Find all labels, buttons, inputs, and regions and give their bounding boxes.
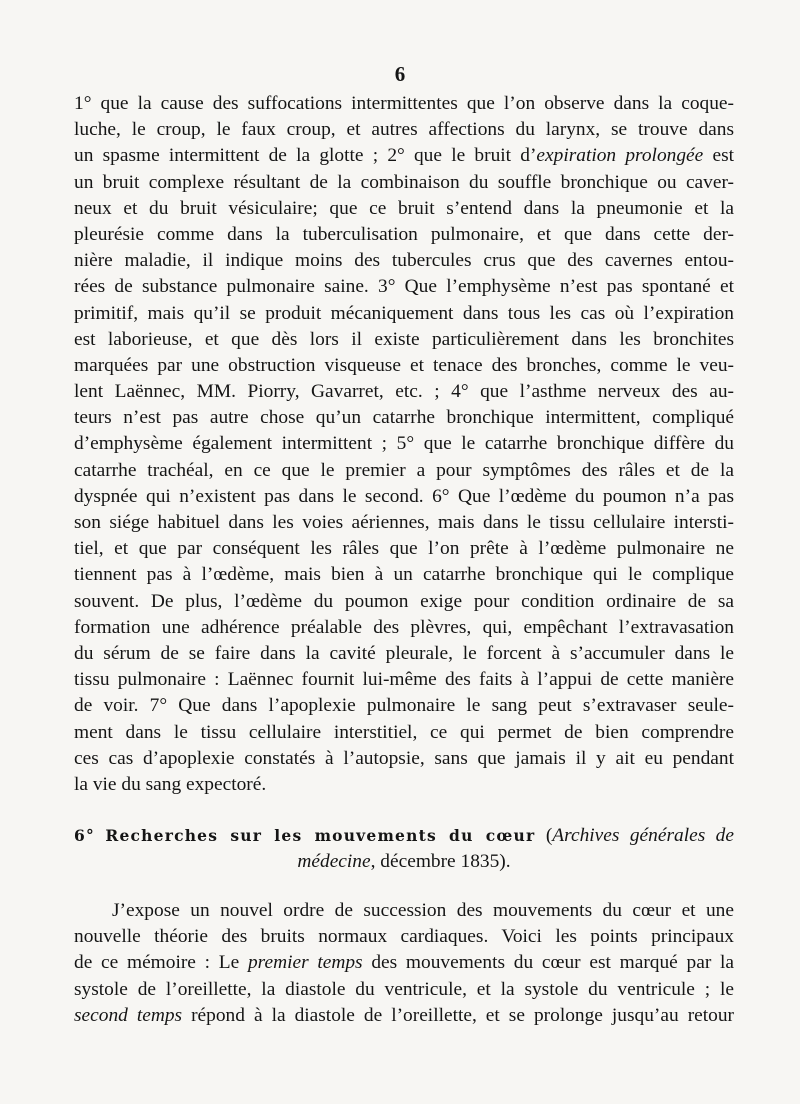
citation-journal-cont: médecine <box>297 851 371 873</box>
paragraph-heart-movements <box>74 898 734 1029</box>
citation-journal: Archives générales de <box>552 825 734 846</box>
italic-term-premier-temps: premier temps <box>247 952 363 974</box>
text-line: luche, le croup, le faux croup, et autres affections du larynx, se trouve dans <box>74 119 734 141</box>
text-line: formation une adhérence préalable des plèvres, qui, empêchant l’extravasation <box>74 616 734 638</box>
paragraph-findings <box>74 91 734 798</box>
section-heading <box>74 823 734 875</box>
citation-open: ( <box>545 825 553 846</box>
text-line: tiel, et que par conséquent les râles que l’on prête à l’œdème pulmonaire ne <box>74 538 734 560</box>
text-line: nouvelle théorie des bruits normaux cardiaques. Voici les points principaux <box>74 926 734 948</box>
text-line: d’emphysème également intermittent ; 5° que le catarrhe bronchique diffère du <box>74 433 734 455</box>
text-line: nière maladie, il indique moins des tubercules crus que des cavernes entou- <box>74 250 734 272</box>
page-number: 6 <box>394 62 406 86</box>
text-line <box>74 143 734 169</box>
text-line: est laborieuse, et que dès lors il existe particulièrement dans les bronchites <box>74 328 734 350</box>
heading-line <box>74 823 734 849</box>
text-line: J’expose un nouvel ordre de succession des mouvements du cœur et une <box>112 900 734 921</box>
text-line: 1° que la cause des suffocations intermittentes que l’on observe dans la coque- <box>74 93 734 114</box>
section-title: Recherches sur les mouvements du cœur <box>105 826 536 845</box>
text-line: ment dans le tissu cellulaire interstitiel, ce qui permet de bien comprendre <box>74 721 734 743</box>
text-line <box>74 950 734 976</box>
text-line: rées de substance pulmonaire saine. 3° Que l’emphysème n’est pas spontané et <box>74 276 734 298</box>
text-line: catarrhe trachéal, en ce que le premier a pour symptômes des râles et de la <box>74 459 734 481</box>
heading-line <box>74 849 734 875</box>
text-line: lent Laënnec, MM. Piorry, Gavarret, etc. ; 4° que l’asthme nerveux des au- <box>74 381 734 403</box>
text-line: pleurésie comme dans la tuberculisation pulmonaire, et que dans cette der- <box>74 223 734 245</box>
text-line: de voir. 7° Que dans l’apoplexie pulmonaire le sang peut s’extravaser seule- <box>74 695 734 717</box>
text-line: dyspnée qui n’existent pas dans le second. 6° Que l’œdème du poumon n’a pas <box>74 485 734 507</box>
text-run: des mouvements du cœur est marqué par la <box>362 952 735 974</box>
text-line <box>74 1003 734 1029</box>
text-line: son siége habituel dans les voies aériennes, mais dans le tissu cellulaire intersti- <box>74 512 734 533</box>
text-run: de ce mémoire : Le <box>74 952 248 974</box>
text-line: primitif, mais qu’il se produit mécaniquement dans tous les cas où l’expiration <box>74 302 734 324</box>
text-line: tissu pulmonaire : Laënnec fournit lui-même des faits à l’appui de cette manière <box>74 669 734 691</box>
text-line: tiennent pas à l’œdème, mais bien à un catarrhe bronchique qui le complique <box>74 564 734 586</box>
text-line: teurs n’est pas autre chose qu’un catarrhe bronchique intermittent, compliqué <box>74 407 734 429</box>
text-run: est <box>703 145 735 167</box>
text-line: systole de l’oreillette, la diastole du ventricule, et la systole du ventricule ; le <box>74 978 734 1000</box>
text-run: répond à la diastole de l’oreillette, et se prolonge jusqu’au retour <box>182 1004 734 1026</box>
text-run: un spasme intermittent de la glotte ; 2° que le bruit d’ <box>74 145 537 167</box>
text-line: du sérum de se faire dans la cavité pleurale, le forcent à s’accumuler dans le <box>74 642 734 664</box>
citation-date: , décembre 1835). <box>370 851 511 873</box>
text-line: marquées par une obstruction visqueuse et tenace des bronches, comme le veu- <box>74 354 734 376</box>
section-number: 6° <box>74 826 95 845</box>
text-line: un bruit complexe résultant de la combinaison du souffle bronchique ou caver- <box>74 171 734 193</box>
text-line: la vie du sang expectoré. <box>74 773 267 795</box>
italic-term-expiration: expiration prolongée <box>536 145 704 167</box>
italic-term-second-temps: second temps <box>74 1004 183 1026</box>
text-line: souvent. De plus, l’œdème du poumon exige pour condition ordinaire de sa <box>74 590 734 612</box>
text-line: neux et du bruit vésiculaire; que ce bruit s’entend dans la pneumonie et la <box>74 197 734 219</box>
text-line: ces cas d’apoplexie constatés à l’autopsie, sans que jamais il y ait eu pendant <box>74 747 734 769</box>
